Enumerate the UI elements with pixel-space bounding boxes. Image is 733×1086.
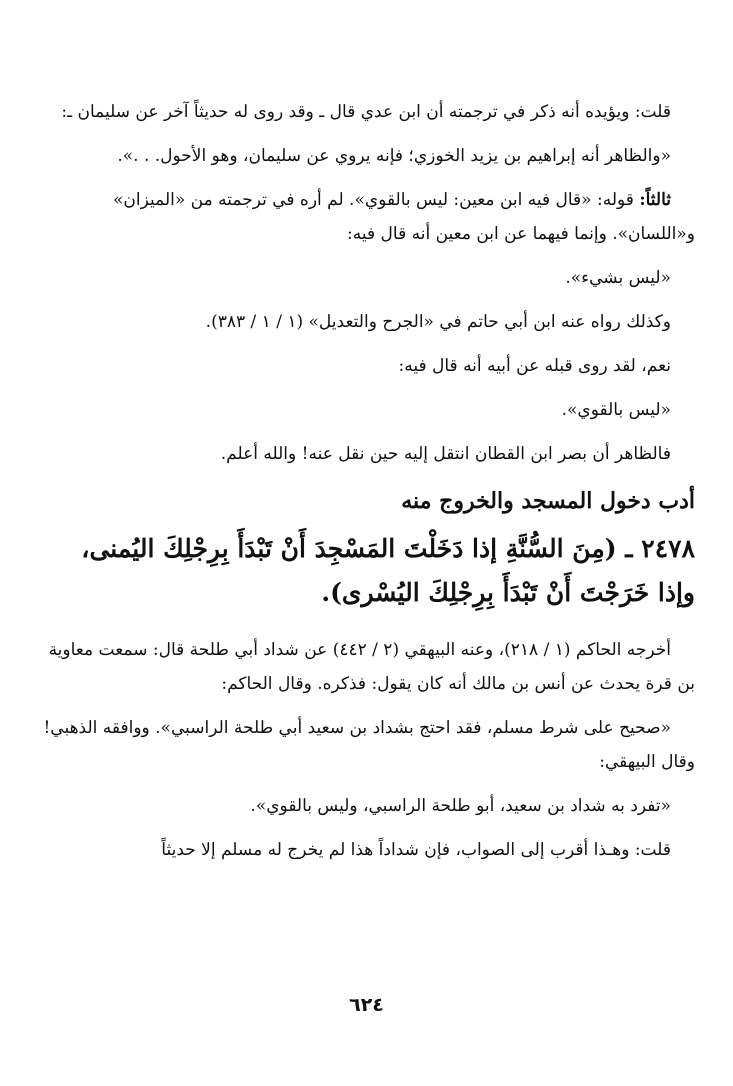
paragraph-8: فالظاهر أن بصر ابن القطان انتقل إليه حين نقل عنه! والله أعلم. <box>220 444 671 464</box>
page-number: ٦٢٤ <box>349 994 384 1016</box>
paragraph-3 <box>38 183 695 251</box>
hadith-number: ٢٤٧٨ <box>641 534 695 563</box>
hadith-block <box>38 527 695 615</box>
paragraph-5: وكذلك رواه عنه ابن أبي حاتم في «الجرح والتعديل» (١ / ١ / ٣٨٣). <box>205 312 671 332</box>
hadith-text: ـ (مِنَ السُّنَّةِ إذا دَخَلْتَ المَسْجِدَ أَنْ تَبْدَأَ بِرِجْلِكَ اليُمنى، وإذا خَرَجْتَ أَنْ تَبْدَأَ بِرِجْلِكَ اليُسْرى). <box>81 534 695 607</box>
paragraph-1: قلت: ويؤيده أنه ذكر في ترجمته أن ابن عدي قال ـ وقد روى له حديثاً آخر عن سليمان ـ: <box>61 102 671 122</box>
paragraph-3-text: قوله: «قال فيه ابن معين: ليس بالقوي». لم أره في ترجمته من «الميزان» و«اللسان». وإنما فيهما عن ابن معين أنه قال فيه: <box>113 190 695 244</box>
takhrij-paragraph-2-quote: «صحيح على شرط مسلم، فقد احتج بشداد بن سعيد أبي طلحة الراسبي». ووافقه الذهبي! وقال البيهقي: <box>43 718 695 772</box>
section-heading: أدب دخول المسجد والخروج منه <box>401 488 695 514</box>
takhrij-paragraph-1: أخرجه الحاكم (١ / ٢١٨)، وعنه البيهقي (٢ / ٤٤٢) عن شداد أبي طلحة قال: سمعت معاوية بن قرة يحدث عن أنس بن مالك أنه كان يقول: فذكره. وقال الحاكم: <box>48 640 695 694</box>
takhrij-paragraph-3-quote: «تفرد به شداد بن سعيد، أبو طلحة الراسبي، وليس بالقوي». <box>250 796 671 816</box>
takhrij-paragraph-4: قلت: وهـذا أقرب إلى الصواب، فإن شداداً هذا لم يخرج له مسلم إلا حديثاً <box>161 840 671 860</box>
paragraph-2-quote: «والظاهر أنه إبراهيم بن يزيد الخوزي؛ فإنه يروي عن سليمان، وهو الأحول. . .». <box>117 146 671 166</box>
paragraph-6: نعم، لقد روى قبله عن أبيه أنه قال فيه: <box>398 356 671 376</box>
paragraph-4-quote: «ليس بشيء». <box>565 268 671 288</box>
paragraph-7-quote: «ليس بالقوي». <box>561 400 671 420</box>
paragraph-3-label: ثالثاً: <box>639 190 671 210</box>
page-body <box>38 95 695 877</box>
